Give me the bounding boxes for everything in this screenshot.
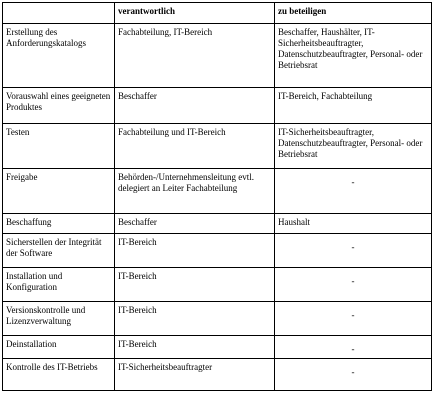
- task-cell: Freigabe: [3, 169, 115, 214]
- responsible-cell: Beschaffer: [115, 88, 275, 124]
- involved-cell: Beschaffer, Haushälter, IT-Sicherheitsbeauftragter, Datenschutzbeauftragter, Personal- oder Betriebsrat: [275, 24, 432, 88]
- responsible-cell: IT-Bereich: [115, 234, 275, 268]
- involved-cell: Haushalt: [275, 214, 432, 234]
- table-row: [3, 302, 432, 336]
- task-cell: Vorauswahl eines geeigneten Produktes: [3, 88, 115, 124]
- table-row: [3, 234, 432, 268]
- header-task: [3, 3, 115, 24]
- task-cell: Kontrolle des IT-Betriebs: [3, 359, 115, 391]
- responsible-cell: IT-Sicherheitsbeauftragter: [115, 359, 275, 391]
- task-cell: Versionskontrolle und Lizenzverwaltung: [3, 302, 115, 336]
- table-row: [3, 24, 432, 88]
- responsible-cell: IT-Bereich: [115, 336, 275, 359]
- involved-cell: [275, 302, 432, 336]
- empty-dash: -: [351, 276, 355, 286]
- involved-cell: [275, 268, 432, 302]
- task-cell: Erstellung des Anforderungskatalogs: [3, 24, 115, 88]
- empty-dash: -: [351, 242, 355, 252]
- table-row: [3, 124, 432, 169]
- table-row: [3, 214, 432, 234]
- table-row: [3, 88, 432, 124]
- task-cell: Beschaffung: [3, 214, 115, 234]
- involved-cell: [275, 169, 432, 214]
- table-header-row: [3, 3, 432, 24]
- task-cell: Deinstallation: [3, 336, 115, 359]
- task-cell: Sicherstellen der Integrität der Software: [3, 234, 115, 268]
- involved-cell: [275, 234, 432, 268]
- table-row: [3, 359, 432, 391]
- task-cell: Testen: [3, 124, 115, 169]
- responsible-cell: IT-Bereich: [115, 268, 275, 302]
- empty-dash: -: [351, 177, 355, 187]
- responsible-cell: IT-Bereich: [115, 302, 275, 336]
- header-responsible: verantwortlich: [115, 3, 275, 24]
- involved-cell: [275, 336, 432, 359]
- involved-cell: [275, 359, 432, 391]
- table-row: [3, 268, 432, 302]
- responsible-cell: Fachabteilung und IT-Bereich: [115, 124, 275, 169]
- table-row: [3, 336, 432, 359]
- empty-dash: -: [351, 344, 355, 354]
- responsible-cell: Behörden-/Unternehmensleitung evtl. delegiert an Leiter Fachabteilung: [115, 169, 275, 214]
- header-involved: zu beteiligen: [275, 3, 432, 24]
- table-row: [3, 169, 432, 214]
- responsible-cell: Fachabteilung, IT-Bereich: [115, 24, 275, 88]
- involved-cell: IT-Sicherheitsbeauftragter, Datenschutzbeauftragter, Personal- oder Betriebsrat: [275, 124, 432, 169]
- empty-dash: -: [351, 367, 355, 377]
- responsibility-table: [2, 2, 432, 391]
- empty-dash: -: [351, 310, 355, 320]
- involved-cell: IT-Bereich, Fachabteilung: [275, 88, 432, 124]
- task-cell: Installation und Konfiguration: [3, 268, 115, 302]
- responsibility-sheet: [2, 2, 432, 391]
- responsible-cell: Beschaffer: [115, 214, 275, 234]
